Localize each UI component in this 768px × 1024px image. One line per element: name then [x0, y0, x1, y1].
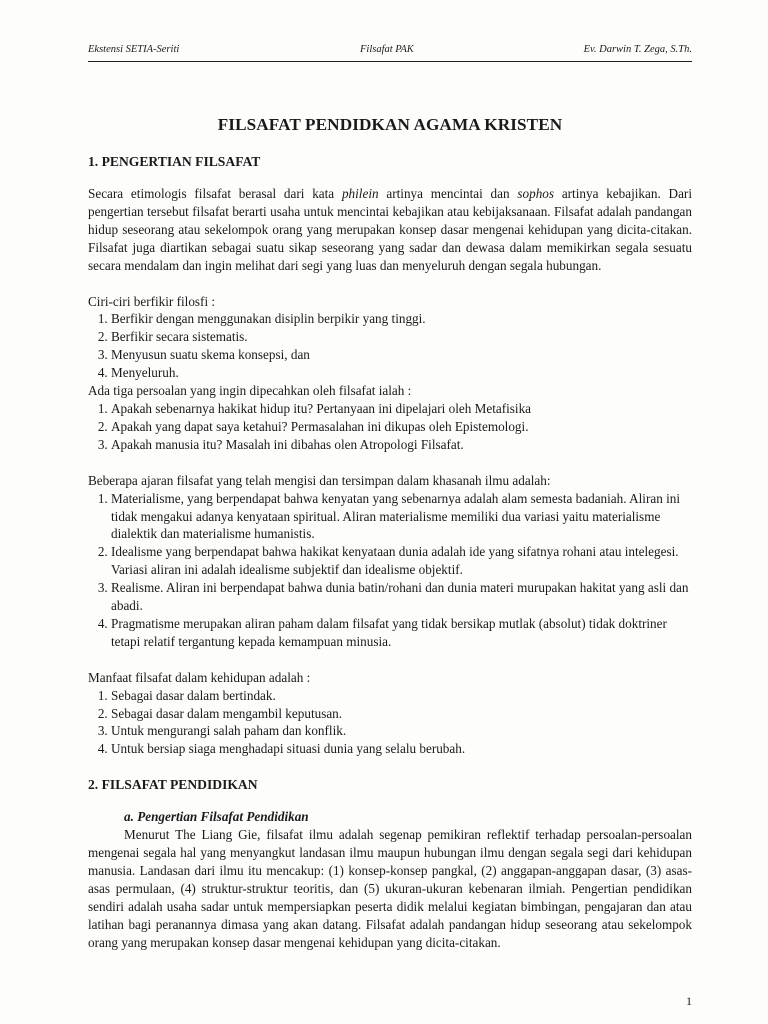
subsection-heading: a. Pengertian Filsafat Pendidikan — [124, 809, 309, 825]
ciri-intro: Ciri-ciri berfikir filosfi : — [88, 293, 216, 309]
header-right: Ev. Darwin T. Zega, S.Th. — [583, 44, 692, 55]
list-item: 1. Materialisme, yang berpendapat bahwa kenyatan yang sebenarnya adalah alam semesta badaniah. Aliran ini tidak mengakui adanya kenyataan spiritual. Aliran materialisme memiliki dua variasi yaitu materialisme dialektik dan materialisme humanistis. — [111, 490, 692, 544]
filsafat-pendidikan-paragraph: Menurut The Liang Gie, filsafat ilmu adalah segenap pemikiran reflektif terhadap persoalan-persoalan mengenai segala hal yang menyangkut landasan ilmu maupun hubungan ilmu dengan segala segi dari kehidupan manusia. Landasan dari ilmu itu mencakup: (1) konsep-konsep pangkal, (2) anggapan-anggapan dasar, (3) asas-asas permulaan, (4) struktur-struktur teoritis, dan (5) ukuran-ukuran kebenaran ilmiah. Pengertian pendidikan sendiri adalah usaha sadar untuk mempersiapkan peserta didik melalui kegiatan bimbingan, pengajaran dan atau latihan bagi peranannya dimasa yang akan datang. Filsafat adalah pandangan hidup seseorang atau sekelompok orang yang merupakan konsep dasar mengenai kehidupan yang dicita-citakan. — [88, 827, 692, 950]
list-item: 3. Realisme. Aliran ini berpendapat bahwa dunia batin/rohani dan dunia materi murupakan hakitat yang asli dan abadi. — [111, 579, 692, 615]
etymology-paragraph: Secara etimologis filsafat berasal dari kata philein artinya mencintai dan sophos artinya kebajikan. Dari pengertian tersebut filsafat berarti usaha untuk mencintai kebajikan atau kebijaksanaan. Filsafat adalah pandangan hidup seseorang atau sekelompok orang yang merupakan konsep dasar mengenai kehidupan yang dicita-citakan. Filsafat juga diartikan sebagai suatu sikap seseorang yang sadar dan dewasa dalam memikirkan segala sesuatu secara mendalam dan ingin melihat dari segi yang luas dan menyeluruh dengan segala hubungan. — [88, 186, 692, 273]
list-item: 4. Menyeluruh. — [111, 364, 692, 382]
list-item: 2. Apakah yang dapat saya ketahui? Permasalahan ini dikupas oleh Epistemologi. — [111, 418, 692, 436]
list-item: 4. Pragmatisme merupakan aliran paham dalam filsafat yang tidak bersikap mutlak (absolut) tidak doktriner tetapi relatif tergantung kepada kemampuan minusia. — [111, 615, 692, 651]
list-item: 1. Apakah sebenarnya hakikat hidup itu? Pertanyaan ini dipelajari oleh Metafisika — [111, 400, 692, 418]
section-1-heading: 1. PENGERTIAN FILSAFAT — [88, 154, 261, 169]
section-2-heading: 2. FILSAFAT PENDIDIKAN — [88, 777, 258, 793]
list-item: 1. Berfikir dengan menggunakan disiplin berpikir yang tinggi. — [111, 310, 692, 328]
page-number: 1 — [686, 994, 692, 1008]
persoalan-intro: Ada tiga persoalan yang ingin dipecahkan oleh filsafat ialah : — [88, 383, 412, 399]
list-item: 1. Sebagai dasar dalam bertindak. — [111, 687, 692, 705]
ciri-list — [88, 310, 692, 382]
persoalan-list — [88, 400, 692, 454]
list-item: 3. Menyusun suatu skema konsepsi, dan — [111, 346, 692, 364]
list-item: 2. Berfikir secara sistematis. — [111, 328, 692, 346]
manfaat-list — [88, 687, 692, 759]
ajaran-intro: Beberapa ajaran filsafat yang telah mengisi dan tersimpan dalam khasanah ilmu adalah: — [88, 472, 551, 488]
list-item: 3. Apakah manusia itu? Masalah ini dibahas olen Atropologi Filsafat. — [111, 436, 692, 454]
running-header — [88, 44, 692, 62]
list-item: 4. Untuk bersiap siaga menghadapi situasi dunia yang selalu berubah. — [111, 740, 692, 758]
list-item: 2. Sebagai dasar dalam mengambil keputusan. — [111, 705, 692, 723]
document-title: FILSAFAT PENDIDKAN AGAMA KRISTEN — [217, 115, 563, 134]
ajaran-list — [88, 490, 692, 651]
header-left: Ekstensi SETIA-Seriti — [88, 44, 180, 55]
document-body — [88, 114, 692, 952]
header-center: Filsafat PAK — [360, 44, 414, 55]
list-item: 2. Idealisme yang berpendapat bahwa hakikat kenyataan dunia adalah ide yang sifatnya rohani atau intelegesi. Variasi aliran ini adalah idealisme subjektif dan idealisme objektif. — [111, 543, 692, 579]
header-divider — [88, 61, 692, 62]
manfaat-intro: Manfaat filsafat dalam kehidupan adalah : — [88, 669, 311, 685]
list-item: 3. Untuk mengurangi salah paham dan konflik. — [111, 722, 692, 740]
